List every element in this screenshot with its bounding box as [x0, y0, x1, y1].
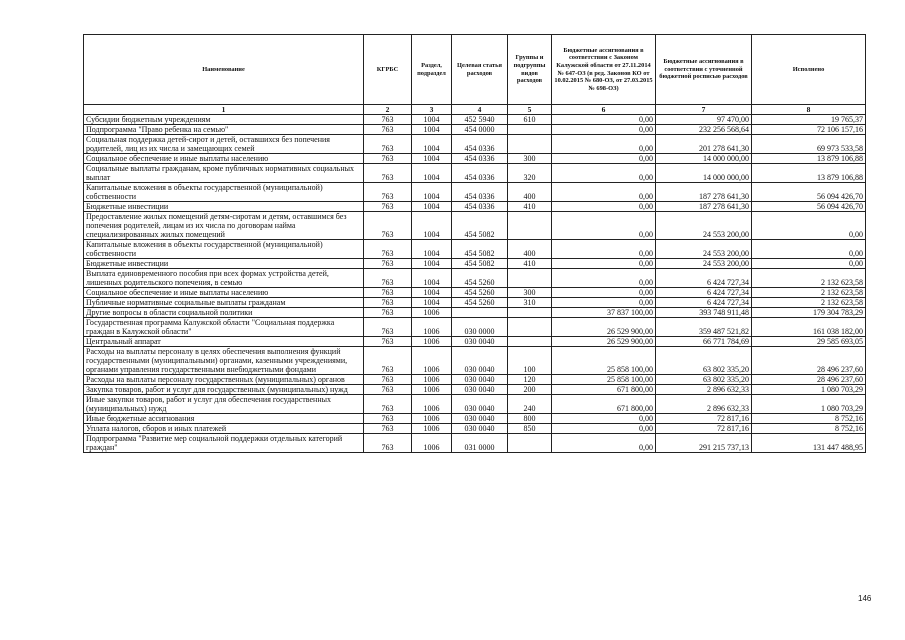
- row-target-article: 454 0336: [452, 154, 508, 164]
- table-row: [84, 395, 866, 414]
- row-target-article: 454 5082: [452, 212, 508, 240]
- row-name: Расходы на выплаты персоналу в целях обеспечения выполнения функций государственными (муниципальными) органами, казенными учреждениями, органами управления государственными внебюджетными фондами: [84, 347, 364, 375]
- row-refined-allocation: 24 553 200,00: [656, 259, 752, 269]
- row-section: 1004: [412, 183, 452, 202]
- table-row: [84, 375, 866, 385]
- row-name: Субсидии бюджетным учреждениям: [84, 115, 364, 125]
- row-executed: 0,00: [752, 212, 866, 240]
- row-section: 1004: [412, 115, 452, 125]
- row-refined-allocation: 6 424 727,34: [656, 288, 752, 298]
- row-refined-allocation: 2 896 632,33: [656, 385, 752, 395]
- row-executed: 8 752,16: [752, 424, 866, 434]
- row-section: 1006: [412, 424, 452, 434]
- row-law-allocation: 0,00: [552, 434, 656, 453]
- row-expense-group: [508, 308, 552, 318]
- row-target-article: [452, 308, 508, 318]
- column-number: 4: [452, 105, 508, 115]
- table-row: [84, 337, 866, 347]
- row-expense-group: [508, 434, 552, 453]
- budget-table: [83, 34, 866, 453]
- row-target-article: 030 0040: [452, 385, 508, 395]
- row-law-allocation: 0,00: [552, 240, 656, 259]
- row-kgrbs: 763: [364, 298, 412, 308]
- row-target-article: 030 0040: [452, 414, 508, 424]
- row-name: Социальные выплаты гражданам, кроме публичных нормативных социальных выплат: [84, 164, 364, 183]
- row-law-allocation: 0,00: [552, 183, 656, 202]
- row-refined-allocation: 72 817,16: [656, 414, 752, 424]
- row-target-article: 454 0000: [452, 125, 508, 135]
- row-target-article: 030 0000: [452, 318, 508, 337]
- row-refined-allocation: 63 802 335,20: [656, 347, 752, 375]
- row-executed: 69 973 533,58: [752, 135, 866, 154]
- row-section: 1004: [412, 135, 452, 154]
- row-law-allocation: 0,00: [552, 164, 656, 183]
- row-section: 1004: [412, 240, 452, 259]
- row-section: 1004: [412, 202, 452, 212]
- row-kgrbs: 763: [364, 183, 412, 202]
- row-name: Социальная поддержка детей-сирот и детей, оставшихся без попечения родителей, лиц из их числа и замещающих семей: [84, 135, 364, 154]
- row-kgrbs: 763: [364, 308, 412, 318]
- row-target-article: 454 0336: [452, 183, 508, 202]
- column-number: 6: [552, 105, 656, 115]
- row-target-article: 454 0336: [452, 202, 508, 212]
- row-law-allocation: 0,00: [552, 135, 656, 154]
- row-target-article: 030 0040: [452, 337, 508, 347]
- row-section: 1004: [412, 164, 452, 183]
- row-target-article: 030 0040: [452, 424, 508, 434]
- row-executed: 0,00: [752, 259, 866, 269]
- row-name: Подпрограмма "Право ребенка на семью": [84, 125, 364, 135]
- table-row: [84, 308, 866, 318]
- row-kgrbs: 763: [364, 269, 412, 288]
- row-executed: 29 585 693,05: [752, 337, 866, 347]
- row-kgrbs: 763: [364, 135, 412, 154]
- row-target-article: 030 0040: [452, 375, 508, 385]
- row-section: 1006: [412, 347, 452, 375]
- table-row: [84, 434, 866, 453]
- column-number: 5: [508, 105, 552, 115]
- row-section: 1004: [412, 212, 452, 240]
- row-expense-group: 320: [508, 164, 552, 183]
- row-expense-group: 400: [508, 183, 552, 202]
- row-executed: 2 132 623,58: [752, 298, 866, 308]
- row-refined-allocation: 201 278 641,30: [656, 135, 752, 154]
- row-name: Иные закупки товаров, работ и услуг для обеспечения государственных (муниципальных) нужд: [84, 395, 364, 414]
- row-refined-allocation: 6 424 727,34: [656, 269, 752, 288]
- row-executed: 2 132 623,58: [752, 269, 866, 288]
- row-refined-allocation: 232 256 568,64: [656, 125, 752, 135]
- table-row: [84, 202, 866, 212]
- table-body: [84, 115, 866, 453]
- row-executed: 28 496 237,60: [752, 375, 866, 385]
- row-name: Социальное обеспечение и иные выплаты населению: [84, 288, 364, 298]
- row-refined-allocation: 6 424 727,34: [656, 298, 752, 308]
- table-row: [84, 288, 866, 298]
- row-target-article: 031 0000: [452, 434, 508, 453]
- row-kgrbs: 763: [364, 347, 412, 375]
- row-name: Бюджетные инвестиции: [84, 259, 364, 269]
- row-kgrbs: 763: [364, 125, 412, 135]
- row-executed: 72 106 157,16: [752, 125, 866, 135]
- row-kgrbs: 763: [364, 154, 412, 164]
- row-law-allocation: 671 800,00: [552, 395, 656, 414]
- row-law-allocation: 0,00: [552, 424, 656, 434]
- row-section: 1006: [412, 414, 452, 424]
- header-groups: Группы и подгруппы видов расходов: [508, 35, 552, 105]
- row-refined-allocation: 14 000 000,00: [656, 154, 752, 164]
- table-row: [84, 318, 866, 337]
- row-executed: 179 304 783,29: [752, 308, 866, 318]
- row-expense-group: 240: [508, 395, 552, 414]
- row-section: 1006: [412, 318, 452, 337]
- row-law-allocation: 0,00: [552, 125, 656, 135]
- row-kgrbs: 763: [364, 212, 412, 240]
- row-refined-allocation: 187 278 641,30: [656, 202, 752, 212]
- row-refined-allocation: 359 487 521,82: [656, 318, 752, 337]
- row-section: 1006: [412, 308, 452, 318]
- row-target-article: 454 5260: [452, 269, 508, 288]
- header-executed: Исполнено: [752, 35, 866, 105]
- table-row: [84, 164, 866, 183]
- row-expense-group: 100: [508, 347, 552, 375]
- row-kgrbs: 763: [364, 164, 412, 183]
- row-executed: 19 765,37: [752, 115, 866, 125]
- row-kgrbs: 763: [364, 375, 412, 385]
- row-law-allocation: 26 529 900,00: [552, 318, 656, 337]
- row-executed: 13 879 106,88: [752, 154, 866, 164]
- row-section: 1006: [412, 337, 452, 347]
- header-name: Наименование: [84, 35, 364, 105]
- row-section: 1006: [412, 385, 452, 395]
- row-law-allocation: 0,00: [552, 414, 656, 424]
- row-executed: 0,00: [752, 240, 866, 259]
- row-refined-allocation: 291 215 737,13: [656, 434, 752, 453]
- row-law-allocation: 671 800,00: [552, 385, 656, 395]
- page-number: 146: [858, 594, 872, 603]
- row-refined-allocation: 393 748 911,48: [656, 308, 752, 318]
- row-name: Подпрограмма "Развитие мер социальной поддержки отдельных категорий граждан": [84, 434, 364, 453]
- row-law-allocation: 0,00: [552, 269, 656, 288]
- row-law-allocation: 37 837 100,00: [552, 308, 656, 318]
- row-name: Иные бюджетные ассигнования: [84, 414, 364, 424]
- row-kgrbs: 763: [364, 395, 412, 414]
- row-refined-allocation: 24 553 200,00: [656, 212, 752, 240]
- row-executed: 28 496 237,60: [752, 347, 866, 375]
- row-name: Капитальные вложения в объекты государственной (муниципальной) собственности: [84, 183, 364, 202]
- table-row: [84, 183, 866, 202]
- row-executed: 131 447 488,95: [752, 434, 866, 453]
- row-kgrbs: 763: [364, 318, 412, 337]
- row-law-allocation: 0,00: [552, 115, 656, 125]
- row-name: Бюджетные инвестиции: [84, 202, 364, 212]
- row-expense-group: [508, 269, 552, 288]
- row-executed: 1 080 703,29: [752, 385, 866, 395]
- table-row: [84, 385, 866, 395]
- row-refined-allocation: 63 802 335,20: [656, 375, 752, 385]
- row-kgrbs: 763: [364, 240, 412, 259]
- row-expense-group: [508, 135, 552, 154]
- row-law-allocation: 0,00: [552, 154, 656, 164]
- table-row: [84, 212, 866, 240]
- header-kgrbs: КГРБС: [364, 35, 412, 105]
- table-row: [84, 240, 866, 259]
- row-name: Выплата единовременного пособия при всех формах устройства детей, лишенных родительского попечения, в семью: [84, 269, 364, 288]
- row-expense-group: [508, 318, 552, 337]
- row-law-allocation: 0,00: [552, 259, 656, 269]
- table-row: [84, 414, 866, 424]
- table-row: [84, 115, 866, 125]
- column-number: 7: [656, 105, 752, 115]
- row-refined-allocation: 97 470,00: [656, 115, 752, 125]
- row-refined-allocation: 2 896 632,33: [656, 395, 752, 414]
- row-section: 1006: [412, 395, 452, 414]
- row-name: Социальное обеспечение и иные выплаты населению: [84, 154, 364, 164]
- row-target-article: 030 0040: [452, 347, 508, 375]
- row-law-allocation: 0,00: [552, 288, 656, 298]
- row-name: Закупка товаров, работ и услуг для государственных (муниципальных) нужд: [84, 385, 364, 395]
- column-number: 8: [752, 105, 866, 115]
- row-kgrbs: 763: [364, 288, 412, 298]
- row-kgrbs: 763: [364, 337, 412, 347]
- header-law: Бюджетные ассигнования в соответствии с Законом Калужской области от 27.11.2014 № 647-ОЗ (в ред. Законов КО от 10.02.2015 № 680-ОЗ, от 27.03.2015 № 698-ОЗ): [552, 35, 656, 105]
- column-number: 2: [364, 105, 412, 115]
- row-expense-group: 610: [508, 115, 552, 125]
- row-target-article: 452 5940: [452, 115, 508, 125]
- row-executed: 2 132 623,58: [752, 288, 866, 298]
- row-executed: 1 080 703,29: [752, 395, 866, 414]
- row-expense-group: 300: [508, 154, 552, 164]
- row-section: 1004: [412, 125, 452, 135]
- row-section: 1004: [412, 154, 452, 164]
- row-section: 1004: [412, 269, 452, 288]
- row-kgrbs: 763: [364, 434, 412, 453]
- row-executed: 56 094 426,70: [752, 183, 866, 202]
- row-expense-group: [508, 125, 552, 135]
- row-name: Центральный аппарат: [84, 337, 364, 347]
- row-expense-group: 400: [508, 240, 552, 259]
- row-name: Уплата налогов, сборов и иных платежей: [84, 424, 364, 434]
- row-executed: 56 094 426,70: [752, 202, 866, 212]
- row-expense-group: 200: [508, 385, 552, 395]
- row-kgrbs: 763: [364, 424, 412, 434]
- table-row: [84, 347, 866, 375]
- row-law-allocation: 26 529 900,00: [552, 337, 656, 347]
- row-refined-allocation: 72 817,16: [656, 424, 752, 434]
- row-expense-group: [508, 212, 552, 240]
- row-name: Другие вопросы в области социальной политики: [84, 308, 364, 318]
- row-section: 1004: [412, 288, 452, 298]
- row-name: Государственная программа Калужской области "Социальная поддержка граждан в Калужской области": [84, 318, 364, 337]
- header-section: Раздел, подраздел: [412, 35, 452, 105]
- row-kgrbs: 763: [364, 202, 412, 212]
- row-executed: 161 038 182,00: [752, 318, 866, 337]
- row-name: Публичные нормативные социальные выплаты гражданам: [84, 298, 364, 308]
- row-law-allocation: 25 858 100,00: [552, 347, 656, 375]
- row-expense-group: 850: [508, 424, 552, 434]
- row-target-article: 454 5082: [452, 240, 508, 259]
- row-expense-group: 300: [508, 288, 552, 298]
- row-executed: 13 879 106,88: [752, 164, 866, 183]
- row-section: 1004: [412, 298, 452, 308]
- row-executed: 8 752,16: [752, 414, 866, 424]
- row-name: Предоставление жилых помещений детям-сиротам и детям, оставшимся без попечения родителей, лицам из их числа по договорам найма специализированных жилых помещений: [84, 212, 364, 240]
- header-refined: Бюджетные ассигнования в соответствии с уточненной бюджетной росписью расходов: [656, 35, 752, 105]
- row-name: Капитальные вложения в объекты государственной (муниципальной) собственности: [84, 240, 364, 259]
- row-refined-allocation: 187 278 641,30: [656, 183, 752, 202]
- row-expense-group: 800: [508, 414, 552, 424]
- row-expense-group: [508, 337, 552, 347]
- row-expense-group: 410: [508, 202, 552, 212]
- row-kgrbs: 763: [364, 115, 412, 125]
- row-law-allocation: 0,00: [552, 212, 656, 240]
- row-kgrbs: 763: [364, 259, 412, 269]
- column-number-row: [84, 105, 866, 115]
- row-expense-group: 120: [508, 375, 552, 385]
- row-refined-allocation: 24 553 200,00: [656, 240, 752, 259]
- table-header: [84, 35, 866, 115]
- row-section: 1006: [412, 375, 452, 385]
- header-target: Целевая статья расходов: [452, 35, 508, 105]
- row-name: Расходы на выплаты персоналу государственных (муниципальных) органов: [84, 375, 364, 385]
- row-target-article: 030 0040: [452, 395, 508, 414]
- table-row: [84, 154, 866, 164]
- table-row: [84, 125, 866, 135]
- row-law-allocation: 0,00: [552, 298, 656, 308]
- row-kgrbs: 763: [364, 385, 412, 395]
- row-expense-group: 310: [508, 298, 552, 308]
- table-row: [84, 135, 866, 154]
- row-target-article: 454 5082: [452, 259, 508, 269]
- row-section: 1004: [412, 259, 452, 269]
- row-law-allocation: 0,00: [552, 202, 656, 212]
- row-law-allocation: 25 858 100,00: [552, 375, 656, 385]
- table-row: [84, 424, 866, 434]
- table-row: [84, 259, 866, 269]
- row-expense-group: 410: [508, 259, 552, 269]
- row-target-article: 454 0336: [452, 135, 508, 154]
- row-refined-allocation: 14 000 000,00: [656, 164, 752, 183]
- table-row: [84, 269, 866, 288]
- row-kgrbs: 763: [364, 414, 412, 424]
- table-row: [84, 298, 866, 308]
- column-number: 1: [84, 105, 364, 115]
- row-section: 1006: [412, 434, 452, 453]
- row-refined-allocation: 66 771 784,69: [656, 337, 752, 347]
- row-target-article: 454 5260: [452, 298, 508, 308]
- row-target-article: 454 0336: [452, 164, 508, 183]
- row-target-article: 454 5260: [452, 288, 508, 298]
- column-number: 3: [412, 105, 452, 115]
